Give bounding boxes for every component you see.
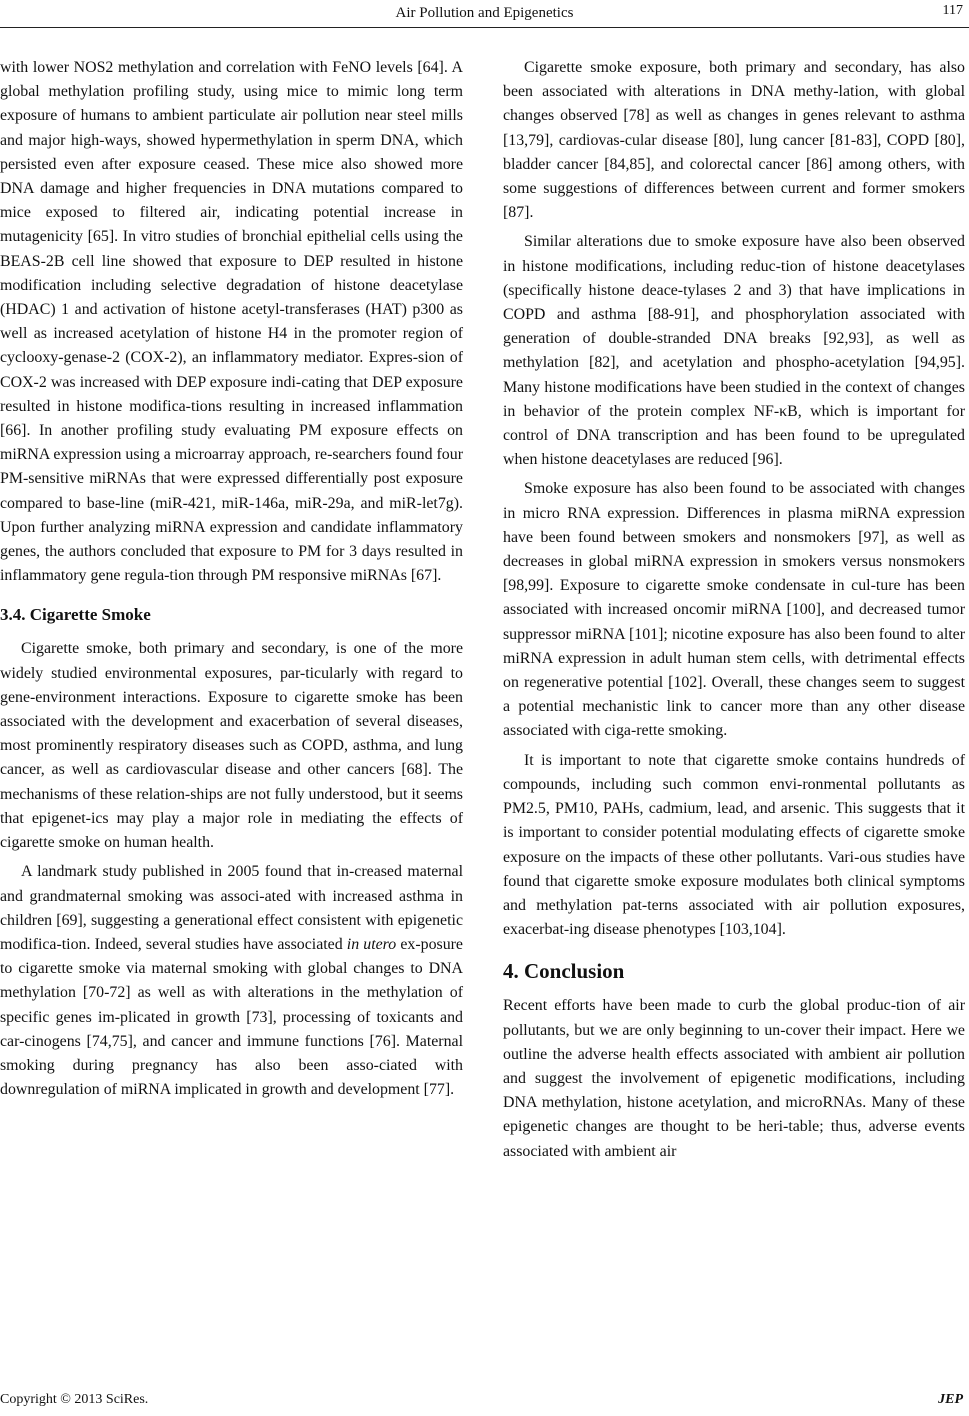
paragraph-microrna-expression: Smoke exposure has also been found to be associated with changes in micro RNA expression. Differences in plasma miRNA expression have been found between smokers and nonsmokers [97], as well as decreases in global miRNA expression in smokers versus nonsmokers [98,99]. Exposure to cigarette smoke condensate in cul-ture has been associated with increased oncomir miRNA [100], and decreased tumor suppressor miRNA [101]; nicotine exposure has also been found to alter miRNA expression in adult human stem cells, with detrimental effects on regenerative potential [102]. Overall, these changes seem to suggest a potential mechanistic link to cancer more than any other disease associated with ciga-rette smoking. [503, 480, 965, 740]
left-column [0, 56, 463, 1102]
paragraph-maternal-smoking [0, 860, 463, 1102]
right-column [503, 56, 965, 1164]
copyright-notice: Copyright © 2013 SciRes. [0, 1392, 149, 1407]
paragraph-dna-methylation-smoke: Cigarette smoke exposure, both primary and secondary, has also been associated with alterations in DNA methy-lation, with global changes observed [78] as well as changes in genes relevant to asthma [13,79], cardiovas-cular disease [80], lung cancer [81-83], COPD [80], bladder cancer [84,85], and colorectal cancer [86] among others, with some suggestions of differences between current and former smokers [87]. [503, 59, 965, 222]
paragraph-conclusion: Recent efforts have been made to curb the global produc-tion of air pollutants, but we are only beginning to un-cover their impact. Here we outline the adverse health effects associated with ambient air pollution and suggest the involvement of epigenetic modifications, including DNA methylation, histone acetylation, and microRNAs. Many of these epigenetic changes are thought to be heri-table; thus, adverse events associated with ambient air [503, 997, 965, 1160]
page-number: 117 [942, 3, 963, 18]
paragraph-methylation-studies: with lower NOS2 methylation and correlation with FeNO levels [64]. A global methylation profiling study, using mice to mimic long term exposure of humans to ambient particulate air pollution near steel mills and major high-ways, showed hypermethylation in sperm DNA, which persisted even after exposure ceased. These mice also showed more DNA damage and higher frequencies in DNA mutations compared to mice exposed to filtered air, indicating potential increase in mutagenicity [65]. In vitro studies of bronchial epithelial cells using the BEAS-2B cell line showed that exposure to DEP resulted in histone modification including selective degradation of histone deacetylase (HDAC) 1 and activation of histone acetyl-transferases (HAT) p300 as well as increased acetylation of histone H4 in the promoter region of cyclooxy-genase-2 (COX-2), an inflammatory mediator. Expres-sion of COX-2 was increased with DEP exposure indi-cating that DEP exposure resulted in histone modifica-tions resulting in increased inflammation [66]. In another profiling study evaluating PM exposure effects on miRNA expression using a microarray approach, re-searchers found four PM-sensitive miRNAs that were expressed differentially post exposure compared to base-line (miR-421, miR-146a, miR-29a, and miR-let7g). Upon further analyzing miRNA expression and candidate inflammatory genes, the authors concluded that exposure to PM for 3 days resulted in inflammatory gene regula-tion through PM responsive miRNAs [67]. [0, 59, 463, 585]
section-heading-cigarette-smoke: 3.4. Cigarette Smoke [0, 605, 151, 625]
paragraph-cigarette-smoke-intro: Cigarette smoke, both primary and secondary, is one of the more widely studied environmental exposures, par-ticularly with regard to gene-environment interactions. Exposure to cigarette smoke has been associated with the development and exacerbation of several diseases, most prominently respiratory diseases such as COPD, asthma, and lung cancer, as well as cardiovascular disease and other cancers [68]. The mechanisms of these relation-ships are not fully understood, but it seems that epigenet-ics may play a major role in mediating the effects of cigarette smoke on human health. [0, 640, 463, 852]
journal-abbreviation: JEP [938, 1392, 963, 1407]
paragraph-histone-modifications: Similar alterations due to smoke exposure have also been observed in histone modifications, including reduc-tion of histone deacetylases (specifically histone deace-tylases 2 and 3) that have implications in COPD and asthma [88-91], and phosphorylation associated with generation of double-stranded DNA breaks [92,93], as well as methylation [82], and acetylation and phospho-acetylation [94,95]. Many histone modifications have been studied in the context of changes in behavior of the protein complex NF-κB, which is important for control of DNA transcription and has been found to be upregulated when histone deacetylases are reduced [96]. [503, 233, 965, 469]
page-footer [0, 1386, 969, 1416]
italic-in-utero: in utero [346, 935, 397, 953]
section-heading-conclusion: 4. Conclusion [503, 959, 625, 984]
running-title: Air Pollution and Epigenetics [395, 5, 574, 21]
header-rule [0, 27, 969, 28]
text-run: A landmark study published in 2005 found that in-creased maternal and grandmaternal smoking was associ-ated with increased asthma in children [69], suggesting a generational effect consistent with epigenetic modifica-tion. Indeed, several studies have associated [0, 863, 463, 953]
paragraph-smoke-compounds: It is important to note that cigarette smoke contains hundreds of compounds, including such common envi-ronmental pollutants as PM2.5, PM10, PAHs, cadmium, lead, and arsenic. This suggests that it is important to consider potential modulating effects of cigarette smoke exposure on the impacts of these other pollutants. Vari-ous studies have found that cigarette smoke exposure modulates both clinical symptoms and methylation pat-terns associated with air pollution exposures, exacerbat-ing disease phenotypes [103,104]. [503, 751, 965, 939]
text-run: ex-posure to cigarette smoke via maternal smoking with global changes to DNA methylation [70-72] as well as with alterations in the methylation of specific genes im-plicated in growth [73], processing of toxicants and car-cinogens [74,75], and cancer and immune functions [76]. Maternal smoking during pregnancy has also been asso-ciated with downregulation of miRNA implicated in growth and development [77]. [0, 935, 463, 1099]
running-header [0, 0, 969, 24]
